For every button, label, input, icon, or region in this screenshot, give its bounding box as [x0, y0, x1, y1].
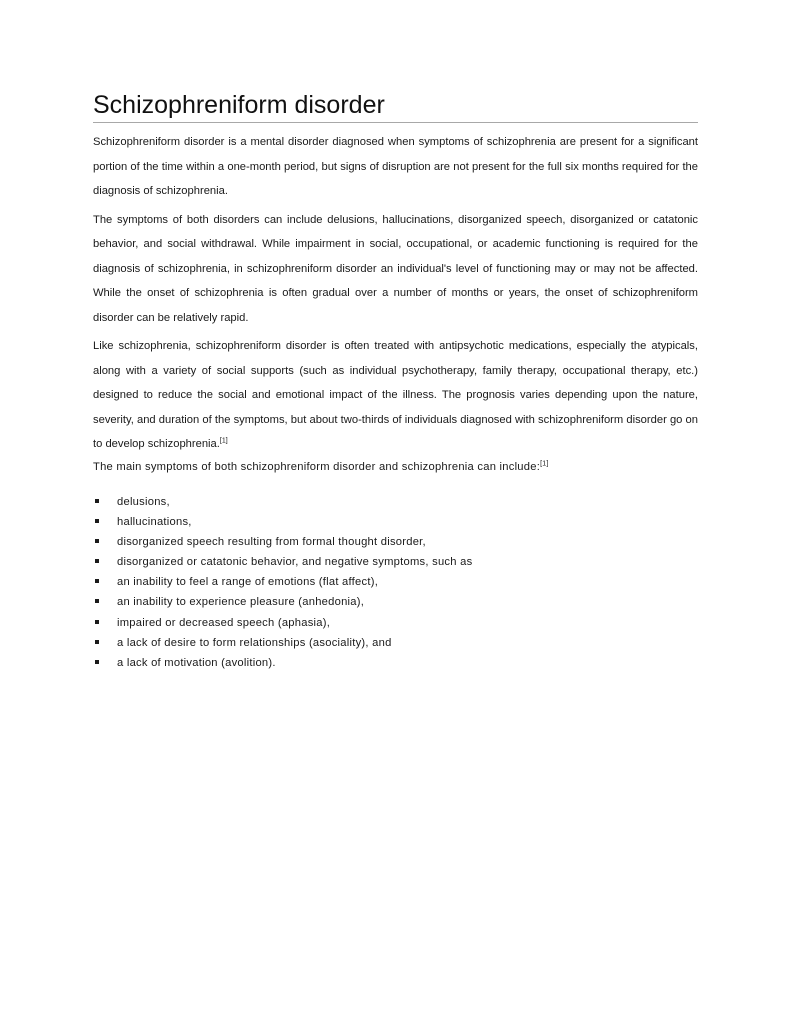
square-bullet-icon	[95, 519, 99, 523]
citation-marker: [1]	[219, 437, 228, 445]
list-item	[93, 572, 698, 592]
paragraph-treatment	[93, 334, 698, 457]
symptom-list	[93, 492, 698, 673]
square-bullet-icon	[95, 539, 99, 543]
square-bullet-icon	[95, 599, 99, 603]
list-item	[93, 613, 698, 633]
list-item-text: an inability to feel a range of emotions (flat affect),	[117, 576, 379, 589]
list-item-text: an inability to experience pleasure (anhedonia),	[117, 596, 365, 609]
symptoms-intro	[93, 455, 698, 480]
document-page	[93, 90, 698, 673]
paragraph-symptoms-overview: The symptoms of both disorders can include delusions, hallucinations, disorganized speech, disorganized or catatonic behavior, and social withdrawal. While impairment in social, occupational, or academic functioning is required for the diagnosis of schizophrenia, in schizophreniform disorder an individual's level of functioning may or may not be affected. While the onset of schizophrenia is often gradual over a number of months or years, the onset of schizophreniform disorder can be relatively rapid.	[93, 213, 698, 324]
square-bullet-icon	[95, 620, 99, 624]
list-item-text: a lack of desire to form relationships (asociality), and	[117, 636, 392, 649]
paragraph-treatment-text: Like schizophrenia, schizophreniform disorder is often treated with antipsychotic medications, especially the atypicals, along with a variety of social supports (such as individual psychotherapy, family therapy, occupational therapy, etc.) designed to reduce the social and emotional impact of the illness. The prognosis varies depending upon the nature, severity, and duration of the symptoms, but about two-thirds of individuals diagnosed with schizophreniform disorder go on to develop schizophrenia.	[93, 340, 698, 450]
list-item	[93, 552, 698, 572]
square-bullet-icon	[95, 640, 99, 644]
list-item	[93, 532, 698, 552]
list-item	[93, 633, 698, 653]
paragraph-definition: Schizophreniform disorder is a mental disorder diagnosed when symptoms of schizophrenia are present for a significant portion of the time within a one-month period, but signs of disruption are not present for the full six months required for the diagnosis of schizophrenia.	[93, 136, 698, 197]
list-item-text: a lack of motivation (avolition).	[117, 656, 276, 669]
list-item	[93, 512, 698, 532]
page-title: Schizophreniform disorder	[93, 90, 698, 123]
symptoms-intro-text: The main symptoms of both schizophreniform disorder and schizophrenia can include:	[93, 460, 541, 473]
square-bullet-icon	[95, 559, 99, 563]
list-item-text: disorganized speech resulting from formal thought disorder,	[117, 536, 426, 549]
square-bullet-icon	[95, 499, 99, 503]
square-bullet-icon	[95, 660, 99, 664]
square-bullet-icon	[95, 579, 99, 583]
citation-marker: [1]	[540, 459, 549, 467]
list-item-text: delusions,	[117, 496, 170, 508]
list-item-text: impaired or decreased speech (aphasia),	[117, 616, 331, 629]
list-item	[93, 492, 698, 512]
list-item	[93, 653, 698, 673]
list-item-text: disorganized or catatonic behavior, and negative symptoms, such as	[117, 556, 473, 569]
list-item	[93, 592, 698, 612]
list-item-text: hallucinations,	[117, 516, 192, 529]
